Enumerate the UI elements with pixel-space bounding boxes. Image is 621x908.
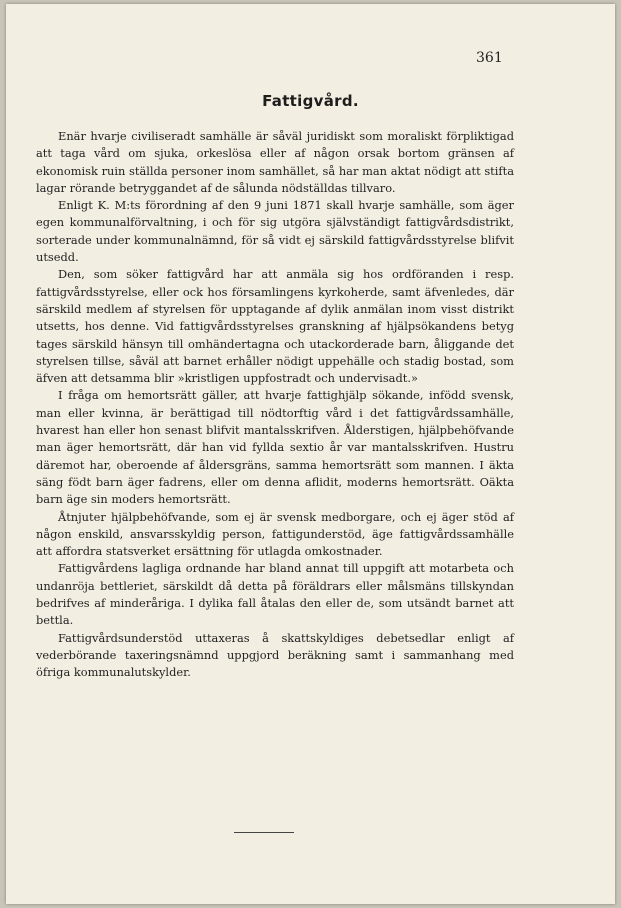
paragraph-3: Den, som söker fattigvård har att anmäla sig hos ordföranden i resp. fattigvårdsstyrelse, eller ock hos församlingens kyrkoherde, samt äfvenledes, där särskild medlem af styrelsen för upptagande af dylik anmälan inom visst distrikt utsetts, hos denne. Vid fattigvårdsstyrelses granskning af hjälpsökandens betyg tages särskild hänsyn till omhändertagna och utackorderade barn, åliggande det styrelsen tillse, såväl att barnet erhåller nödigt uppehälle och stadig bostad, som äfven att detsamma blir »kristligen uppfostradt och undervisadt.» (36, 267, 514, 386)
paragraph-1: Enär hvarje civiliseradt samhälle är såväl juridiskt som moraliskt förpliktigad att taga vård om sjuka, orkeslösa eller af någon orsak bortom gränsen af ekonomisk ruin ställda personer inom samhället, så har man aktat nödigt att stifta lagar rörande betryggandet af de sålunda nödställdas tillvaro. (36, 129, 514, 195)
paragraph-6: Fattigvårdens lagliga ordnande har bland annat till uppgift att motarbeta och undanröja bettleriet, särskildt då detta på föräldrars eller målsmäns tillskyndan bedrifves af minderåriga. I dylika fall åtalas den eller de, som utsändt barnet att bettla. (36, 561, 514, 628)
page-title: Fattigvård. (262, 92, 359, 110)
paragraph-5: Åtnjuter hjälpbehöfvande, som ej är svensk medborgare, och ej äger stöd af någon enskild, ansvarsskyldig person, fattigunderstöd, äge fattigvårdssamhälle att affordra statsverket ersättning för utlagda omkostnader. (36, 509, 514, 559)
paragraph-2: Enligt K. M:ts förordning af den 9 juni 1871 skall hvarje samhälle, som äger egen kommunalförvaltning, i och för sig utgöra självständigt fattigvårdsdistrikt, sorterade under kommunalnämnd, för så vidt ej särskild fattigvårdsstyrelse blifvit utsedd. (36, 198, 514, 265)
paragraph-7: Fattigvårdsunderstöd uttaxeras å skattskyldiges debetsedlar enligt af vederbörande taxeringsnämnd uppgjord beräkning samt i sammanhang med öfriga kommunalutskylder. (36, 630, 514, 680)
page-number: 361 (476, 50, 503, 66)
body-text (36, 128, 514, 682)
end-rule (234, 832, 294, 833)
document-page (6, 4, 615, 904)
paragraph-4: I fråga om hemortsrätt gäller, att hvarje fattighjälp sökande, infödd svensk, man eller kvinna, är berättigad till nödtorftig vård i det fattigvårdssamhälle, hvarest han eller hon senast blifvit mantalsskrifven. Ålderstigen, hjälpbehöfvande man äger hemortsrätt, där han vid fyllda sextio år var mantalsskrifven. Hustru däremot har, oberoende af åldersgräns, samma hemortsrätt som mannen. I äkta säng födt barn äger fadrens, eller om denna aflidit, moderns hemortsrätt. Oäkta barn äge sin moders hemortsrätt. (36, 388, 514, 507)
